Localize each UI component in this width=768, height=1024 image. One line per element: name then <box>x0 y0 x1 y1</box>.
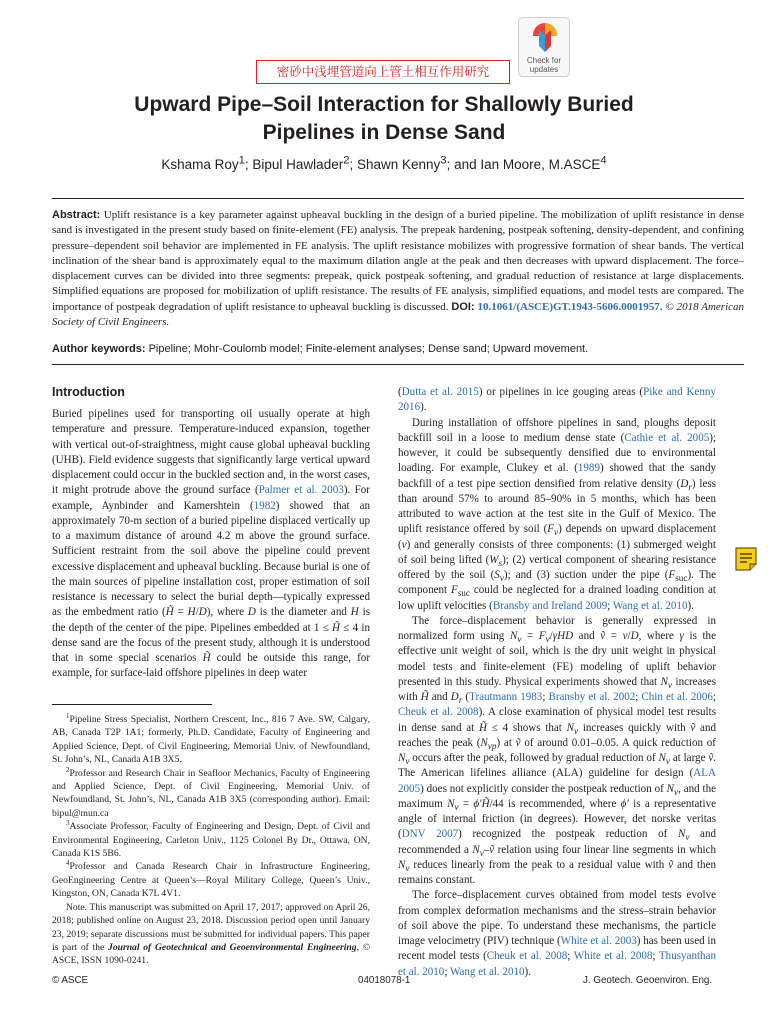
text-run: could be neglected for a drained loading condition at low uplift velocities ( <box>398 584 716 612</box>
citation-link[interactable]: Chin et al. 2006 <box>641 691 713 703</box>
text-run: increases quickly with <box>578 721 691 734</box>
footnote-text: Associate Professor, Faculty of Engineering and Design, Dept. of Civil and Environmental Engineering, Carleton Univ., 1125 Colonel By Dr., Ottawa, ON, Canada K1S 5B6. <box>52 821 370 860</box>
text-run: ) showed that an approximately 70-m section of a buried pipeline displaced vertically up to a maximum distance of around 4.2 m above the ground surface. Sufficient restraint from the soil above the pipeline could prevent excessive displacement and upheaval buckling. Because burial is one of the main sources of pipeline installation cost, proper estimation of soil resistance is necessary to select the burial depth—typically expressed as the embedment ratio ( <box>52 499 370 619</box>
right-column <box>398 385 716 980</box>
text-run: ); however, it could be subsequently densified due to environmental loading. For example, Clukey et al. ( <box>398 431 717 475</box>
text-run: of around 0.01–0.05. A quick reduction of <box>520 736 716 749</box>
body-paragraph: The force–displacement behavior is generally expressed in normalized form using $N_v = F_v/\gamma HD$ and ṽ = v/D, where γ is the effective unit weight of soil, which is the dry unit weight in physical model tests and finite-element (FE) modeling of uplift behavior presented in this study. Physical experiments showed that $N_v$ increases with H̃ and $D_r$ (Trautmann 1983; Bransby et al. 2002; Chin et al. 2006; Cheuk et al. 2008). A close examination of physical model test results in dense sand at H̃ ≤ 4 shows that $N_v$ increases quickly with ṽ and reaches the peak $(N_{vp})$ at ṽ of around 0.01–0.05. A quick reduction of $N_v$ occurs after the peak, followed by gradual reduction of $N_v$ at large ṽ. The American lifelines alliance (ALA) guideline for design (ALA 2005) does not explicitly consider the postpeak reduction of $N_v$, and the maximum $N_v$ = ϕ′H̃/44 is recommended, where ϕ′ is a representative angle of internal friction (in degrees). However, det norske veritas (DNV 2007) recognized the postpeak reduction of $N_v$ and recommended a $N_v-ṽ$ relation using four linear line segments in which $N_v$ reduces linearly from the peak to a residual value with ṽ and then remains constant. <box>398 614 717 886</box>
author-list: Kshama Roy$^1$; Bipul Hawlader$^2$; Shawn Kenny$^3$; and Ian Moore, M.ASCE$^4$ <box>161 154 607 172</box>
footer-article-number: 04018078-1 <box>358 975 411 986</box>
text-run: ) does not explicitly consider the postpeak reduction of <box>420 782 667 795</box>
keywords-label: Author keywords: <box>52 343 146 355</box>
text-run: is the depth of the center of the pipe. Pipelines embedded at 1 ≤ <box>52 606 371 634</box>
citation-link[interactable]: Cheuk et al. 2008 <box>486 950 568 963</box>
text-run: is a representative angle of internal friction (in degrees). However, det norske veritas ( <box>398 797 716 841</box>
text-run: increases with <box>398 675 716 703</box>
text-run: ); (2) vertical component of shearing resistance offered by the soil ( <box>398 553 716 581</box>
keywords-text: Pipeline; Mohr-Coulomb model; Finite-element analyses; Dense sand; Upward movement. <box>148 343 589 355</box>
doi-link[interactable]: 10.1061/(ASCE)GT.1943-5606.0001957. <box>477 300 663 313</box>
text-run: reduces linearly from the peak to a residual value with <box>409 858 669 871</box>
copyright-notice: © 2018 American Society of Civil Engineers. <box>52 300 745 329</box>
text-run: relation using four linear line segments in which <box>494 843 717 856</box>
author-affil-sup: 4 <box>600 154 607 167</box>
citation-link[interactable]: White et al. 2003 <box>560 935 637 947</box>
footnote-text: Professor and Research Chair in Seafloor Mechanics, Faculty of Engineering and Applied Science, Dept. of Civil Engineering, Memorial Univ. of Newfoundland, St. John’s, NL, Canada A1B 3X5 (corresponding author). Email: bipul@mun.ca <box>52 767 370 819</box>
author-name: and Ian Moore, M.ASCE <box>454 157 601 172</box>
intro-paragraph: Buried pipelines used for transporting oil usually operate at high temperature and pressure. Temperature-induced expansion, together with vertical out-of-straightness, might cause global upheaval buckling (UHB). Field evidence suggests that significantly large vertical upward displacement could occur in the buckled section and, in the worst cases, it might protrude above the ground surface (Palmer et al. 2003). For example, Aynbinder and Kamershtein (1982) showed that an approximately 70-m section of a buried pipeline displaced vertically up to a maximum distance of around 4.2 m above the ground surface. Sufficient restraint from the soil above the pipeline could prevent excessive displacement and upheaval buckling. Because burial is one of the main sources of pipeline installation cost, proper estimation of soil resistance is necessary to select the burial depth—typically expressed as the embedment ratio (H̃ = H/D), where D is the diameter and H is the depth of the center of the pipe. Pipelines embedded at 1 ≤ H̃ ≤ 4 in dense sand are the focus of the present study, although it is understood that in some special scenarios H̃ could be outside this range, for example, for surface-laid offshore pipelines in deep water <box>52 408 371 680</box>
footnote-text: Pipeline Stress Specialist, Northern Crescent, Inc., 816 7 Ave. SW, Calgary, AB, Canada T2P 1A1; formerly, Ph.D. Candidate, Faculty of Engineering and Applied Science, Dept. of Civil Engineering, Memorial Univ. of Newfoundland, St. John’s, NL, Canada A1B 3X5. <box>52 714 370 766</box>
citation-link[interactable]: ALA 2005 <box>398 767 716 795</box>
text-run: ). The component <box>398 569 717 597</box>
text-run: ). A close examination of physical model test results in dense sand at <box>398 706 716 734</box>
text-run: ≤ 4 shows that <box>487 721 567 734</box>
citation-link[interactable]: 1989 <box>577 462 600 475</box>
citation-link[interactable]: Palmer et al. 2003 <box>258 484 344 497</box>
text-run: ) or pipelines in ice gouging areas ( <box>478 386 644 398</box>
text-run: ). <box>524 965 531 978</box>
author-keywords <box>52 342 744 357</box>
citation-link[interactable]: DNV 2007 <box>401 828 459 841</box>
text-run: ) at <box>496 736 516 749</box>
citation-link[interactable]: White et al. 2008 <box>573 950 653 963</box>
manuscript-note <box>52 901 370 968</box>
sticky-note-icon[interactable] <box>735 547 757 571</box>
citation-link[interactable]: Cheuk et al. 2008 <box>398 706 479 719</box>
text-run: and recommended a <box>398 828 716 856</box>
annotation-box[interactable]: 密砂中浅埋管道向上管土相互作用研究 <box>256 60 510 84</box>
abstract-label: Abstract: <box>52 209 101 221</box>
text-run: ), where <box>206 606 248 619</box>
footnote-1: $^1$Pipeline Stress Specialist, Northern Crescent, Inc., 816 7 Ave. SW, Calgary, AB, Canada T2P 1A1; formerly, Ph.D. Candidate, Faculty of Engineering and Applied Science, Dept. of Civil Engineering, Memorial Univ. of Newfoundland, St. John’s, NL, Canada A1B 3X5. <box>52 711 370 766</box>
text-run: and then remains constant. <box>398 858 716 886</box>
footnotes <box>52 713 370 968</box>
text-run: ) less than around 57% to around 85–90% in 5 months, which has been attributed to wave action at the test site in the Gulf of Mexico. The uplift resistance offered by soil ( <box>398 477 716 536</box>
citation-link[interactable]: 1982 <box>253 499 276 512</box>
text-run: ) depends on upward displacement ( <box>398 523 717 551</box>
text-run: is the diameter and <box>255 606 351 619</box>
citation-link[interactable]: Bransby et al. 2002 <box>548 691 636 703</box>
text-run: ≤ 4 in dense sand are the focus of the present study, although it is understood that in some special scenarios <box>52 621 370 664</box>
abstract-body: Uplift resistance is a key parameter against upheaval buckling in the design of a buried pipeline. The mobilization of uplift resistance in dense sand is investigated in the present study based on finite-element (FE) analysis. The prepeak hardening, postpeak softening, density-dependent, and confining pressure–dependent soil behavior are implemented in FE analysis. The uplift resistance mobilizes with progressive formation of shear bands. The vertical inclination of the shear band is approximately equal to the maximum dilation angle at the peak and then decreases with upward displacement. The force–displacement curves can be divided into three segments: prepeak, quick postpeak softening, and gradual reduction of resistance at large displacements. Simplified equations are proposed for mobilization of uplift resistance. The results of FE analysis, simplified equations, and model tests are compared. The importance of postpeak degradation of uplift resistance to upheaval buckling is discussed. <box>52 209 745 313</box>
body-paragraph <box>398 385 716 416</box>
text-run: and reaches the peak ( <box>398 721 716 749</box>
paper-title <box>60 91 708 147</box>
author-affil-sup: 1 <box>238 154 245 167</box>
left-column <box>52 407 370 682</box>
text-run: ). <box>687 599 694 612</box>
crossmark-label-line1: Check for <box>526 56 562 65</box>
text-run: ) and generally consists of three components: (1) submerged weight of soil being lifted ( <box>398 538 716 566</box>
note-text: , © ASCE, ISSN 1090-0241. <box>52 941 371 967</box>
text-run: ); and (3) suction under the pipe ( <box>503 569 669 581</box>
text-run: is the effective unit weight of soil, which is the dry unit weight in physical model tests and finite-element (FE) modeling of uplift behavior presented in this study. Physical experiments showed that <box>398 630 716 688</box>
text-run: Buried pipelines used for transporting oil usually operate at high temperature and pressure. Temperature-induced expansion, together with vertical out-of-straightness, might cause global upheaval buckling (UHB). Field evidence suggests that significantly large vertical upward displacement could occur in the buckled section and, in the worst cases, it might protrude above the ground surface ( <box>52 408 370 497</box>
author-affil-sup: 3 <box>440 154 447 167</box>
keywords-bottom-rule <box>52 364 744 365</box>
text-run: could be outside this range, for example, for surface-laid offshore pipelines in deep water <box>52 652 370 680</box>
citation-link[interactable]: Wang et al. 2010 <box>449 965 525 978</box>
text-run: ). For example, Aynbinder and Kamershtein ( <box>52 484 370 512</box>
citation-link[interactable]: Wang et al. 2010 <box>612 599 688 612</box>
author-name: Bipul Hawlader <box>252 157 344 172</box>
citation-link[interactable]: Thusyanthan et al. 2010 <box>398 950 716 978</box>
footnote-3: $^3$Associate Professor, Faculty of Engineering and Design, Dept. of Civil and Environmental Engineering, Carleton Univ., 1125 Colonel By Dr., Ottawa, ON, Canada K1S 5B6. <box>52 819 370 860</box>
check-for-updates-badge[interactable] <box>518 17 570 77</box>
text-run: and <box>428 691 451 703</box>
author-name: Kshama Roy <box>161 157 239 172</box>
footnote-text: Professor and Canada Research Chair in Infrastructure Engineering, GeoEngineering Centre at Queen’s—Royal Military College, Queen’s Univ., Kingston, ON, Canada K7L 4V1. <box>52 861 370 900</box>
footnote-rule <box>52 704 212 705</box>
abstract <box>52 208 744 330</box>
abstract-top-rule <box>52 198 744 199</box>
footnote-4: $^4$Professor and Canada Research Chair in Infrastructure Engineering, GeoEngineering Centre at Queen’s—Royal Military College, Queen’s Univ., Kingston, ON, Canada K7L 4V1. <box>52 859 370 900</box>
crossmark-icon <box>532 22 558 54</box>
doi-label: DOI: <box>451 300 475 313</box>
text-run: is recommended, where <box>503 797 621 810</box>
author-affil-sup: 2 <box>343 154 350 167</box>
text-run: , and the maximum <box>398 782 717 810</box>
author-name: Shawn Kenny <box>356 157 441 172</box>
text-run: ) showed that the sandy backfill of a test pipe section densified from relative density ( <box>398 462 716 490</box>
text-run: The force–displacement behavior is generally expressed in normalized form using <box>398 614 716 642</box>
footer-copyright: © ASCE <box>52 975 89 986</box>
text-run: . The American lifelines alliance (ALA) guideline for design ( <box>398 752 716 780</box>
body-paragraph: The force–displacement curves obtained from model tests evolve from complex deformation mechanisms and the stress–strain behavior of soil above the pipe. To understand these mechanisms, the particle image velocimetry (PIV) technique (White et al. 2003) has been used in recent model tests (Cheuk et al. 2008; White et al. 2008; Thusyanthan et al. 2010; Wang et al. 2010). <box>398 889 717 978</box>
citation-link[interactable]: Cathie et al. 2005 <box>624 431 710 444</box>
text-run: at large <box>669 752 709 764</box>
text-run: occurs after the peak, followed by gradual reduction of <box>409 752 659 764</box>
text-run: ( <box>462 691 470 703</box>
citation-link[interactable]: Trautmann 1983 <box>469 691 543 703</box>
citation-link[interactable]: Bransby and Ireland 2009 <box>492 599 608 612</box>
body-paragraph: During installation of offshore pipelines in sand, ploughs deposit backfill soil in a loose to medium dense state (Cathie et al. 2005); however, it could be subsequently densified due to environmental loading. For example, Clukey et al. (1989) showed that the sandy backfill of a test pipe section densified from relative density $(D_r)$ less than around 57% to around 85–90% in 5 months, which has been attributed to wave action at the test site in the Gulf of Mexico. The uplift resistance offered by soil $(F_v)$ depends on upward displacement (v) and generally consists of three components: (1) submerged weight of soil being lifted $(W_s)$; (2) vertical component of shearing resistance offered by the soil $(S_v)$; and (3) suction under the pipe $(F_{suc})$. The component $F_{suc}$ could be neglected for a drained loading condition at low uplift velocities (Bransby and Ireland 2009; Wang et al. 2010). <box>398 416 717 612</box>
citation-link[interactable]: Dutta et al. 2015 <box>401 386 479 398</box>
title-line-2: Pipelines in Dense Sand <box>262 121 506 144</box>
text-run: ( <box>398 386 402 398</box>
citation-link[interactable]: Pike and Kenny 2016 <box>398 386 716 414</box>
footnote-2: $^2$Professor and Research Chair in Seafloor Mechanics, Faculty of Engineering and Applied Science, Dept. of Civil Engineering, Memorial Univ. of Newfoundland, St. John’s, NL, Canada A1B 3X5 (corresponding author). Email: bipul@mun.ca <box>52 765 370 819</box>
text-run: ) recognized the postpeak reduction of <box>458 828 678 841</box>
text-run: ). <box>420 401 427 414</box>
footer-journal-abbrev: J. Geotech. Geoenviron. Eng. <box>583 975 713 986</box>
text-run: , where <box>638 630 680 642</box>
section-heading-introduction: Introduction <box>52 385 125 399</box>
title-line-1: Upward Pipe–Soil Interaction for Shallowly Buried <box>134 93 634 116</box>
text-run: During installation of offshore pipelines in sand, ploughs deposit backfill soil in a loose to medium dense state ( <box>398 416 716 444</box>
text-run: The force–displacement curves obtained from model tests evolve from complex deformation mechanisms and the stress–strain behavior of soil above the pipe. To understand these mechanisms, the particle image velocimetry (PIV) technique ( <box>398 889 716 947</box>
note-text: Note. This manuscript was submitted on April 17, 2017; approved on April 26, 2018; published online on August 23, 2018. Discussion period open until January 23, 2019; separate discussions must be submitted for individual papers. This paper is part of the <box>52 901 370 953</box>
text-run: ; <box>607 599 613 612</box>
journal-name: Journal of Geotechnical and Geoenvironmental Engineering <box>108 941 357 953</box>
text-run: ) has been used in recent model tests ( <box>398 935 717 963</box>
crossmark-label-line2: updates <box>529 65 559 74</box>
